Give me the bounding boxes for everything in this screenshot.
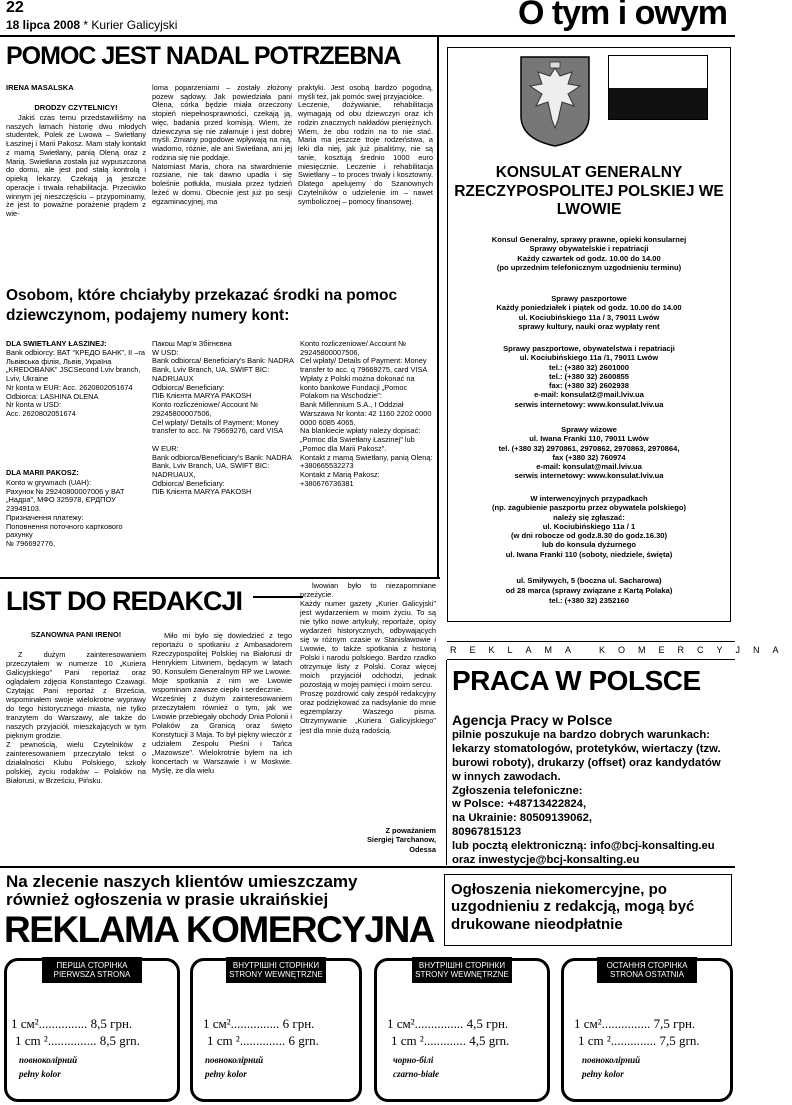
letter-greeting: SZANOWNA PANI IRENO! <box>30 630 122 639</box>
price-card-3-uah: 1 см²............... 4,5 грн. <box>387 1016 509 1031</box>
issue-line <box>6 18 177 32</box>
letter-title-rule <box>253 596 303 598</box>
acc1-details: Bank odbiorcy: ВАТ "КРЕДО БАНК", ІІ –га Львівська філія, Львів, Україна „KREDOBANK" JSCSecond Lviv branch, Lviv, Ukraine Nr konta w EUR: Acc. 2620802051674 Odbiorca: LASHINA OLENA Nr konta w USD: Acc. 2620802051674 <box>6 348 146 419</box>
bottom-intro-2: również ogłoszenia w prasie ukraińskiej <box>6 890 329 909</box>
ad-band-top-rule <box>447 641 735 642</box>
job-ad-agency: Agencja Pracy w Polsce <box>452 712 613 728</box>
letter-top-rule <box>0 577 440 579</box>
price-card-3-tab: ВНУТРІШНІ СТОРІНКИ STRONY WEWNĘTRZNE <box>412 957 512 983</box>
price-card-4-pln: 1 cm ².............. 7,5 grn. <box>578 1033 700 1048</box>
consulate-block-4: Sprawy wizowe ul. Iwana Franki 110, 79011 Lwów tel. (+380 32) 2970861, 2970862, 2970863, 2970864, fax (+380 32) 760974 e-mail: konsulat@mail.lviv.ua serwis internetowy: www.konsulat.lviv.ua <box>498 425 680 481</box>
separator-star: * <box>83 18 89 32</box>
polish-eagle-emblem <box>518 54 592 149</box>
article1-title: POMOC JEST NADAL POTRZEBNA <box>6 42 401 70</box>
price-card-2-pln: 1 cm ².............. 6 grn. <box>207 1033 319 1048</box>
job-ad-title: PRACA W POLSCE <box>452 665 701 696</box>
paper-name: Kurier Galicyjski <box>91 18 178 32</box>
price-card-1 <box>4 958 180 1102</box>
price-card-4-uah: 1 см²............... 7,5 грн. <box>574 1016 696 1031</box>
flag-white-stripe <box>609 56 707 88</box>
price-card-3-note: чорно-білі czarno-białe <box>393 1055 439 1079</box>
accounts-col2: Пакош Мар'я Збігнєвна W USD: Bank odbiorca/ Beneficiary's Bank: NADRA Bank, Lviv Branch, UA, SWIFT BIC: NADRUAUX Odbiorca/ Beneficiary: ПІБ Клієнта MARYA PAKOSH Konto rozliczeniowe/ Account № 29245800007506, Cel wpłaty/ Details of Payment: Money transfer to acc. № 79669276, card VISA W EUR: Bank odbiorca/Beneficiary's Bank: NADRA Bank, Lviv Branch, UA, SWIFT BIC: NADRUAUX, Odbiorca/ Beneficiary: ПІБ Клієнта MARYA PAKOSH <box>152 339 294 497</box>
issue-date: 18 lipca 2008 <box>6 18 81 32</box>
accounts-subtitle: Osobom, które chciałyby przekazać środki na pomoc dziewczynom, podajemy numery kont: <box>6 287 398 325</box>
price-card-2-note: повноколірний pełny kolor <box>205 1055 264 1079</box>
polish-flag <box>608 55 708 120</box>
price-card-1-pln: 1 cm ²............... 8,5 grn. <box>15 1033 140 1048</box>
article1-greeting: DRODZY CZYTELNICY! <box>34 103 118 112</box>
signature-name: Siergiej Tarchanow, <box>367 835 436 845</box>
bottom-intro-1: Na zlecenie naszych klientów umieszczamy <box>6 872 358 891</box>
acc2-details: Konto w grywnach (UAH): Рахунок № 29240800007006 у ВАТ „Надра", МФО 325978, ЄРДПОУ 23949103. Призначення платежу: Поповнення поточного карткового рахунку № 796692776, <box>6 478 125 549</box>
price-card-4 <box>561 958 733 1102</box>
letter-col3: lwowian było to niezapomniane przeżycie. Każdy numer gazety „Kurier Galicyjski" jest wydarzeniem w moim życiu. To są nie tylko nowe artykuły, reportaże, opisy wydarzeń historycznych, odbywających się w różnym czasie w Stanisławowie i Lwowie, to także spotkania z historią Polski i narodu polskiego. Bardzo rzadko otrzymuje listy z Polski. Coraz więcej moich przyjaciół odchodzi, jednak pozostają w mojej pamięci i moim sercu. Proszę pozdrowić cały zespół redakcyjny oraz podziękować za nadsyłanie do mnie egzemplarzy Waszego pisma. Otrzymywanie „Kuriera Galicyjskiego" jest dla mnie dużą radością. <box>300 581 436 735</box>
consulate-block-6: ul. Smiływych, 5 (boczna ul. Sacharowa) od 28 marca (sprawy związane z Kartą Polaka) tel.: (+380 32) 2352160 <box>505 576 673 605</box>
flag-red-stripe <box>609 88 707 119</box>
bottom-big-title: REKLAMA KOMERCYJNA <box>4 909 435 950</box>
job-ad-body: pilnie poszukuje na bardzo dobrych warunkach: lekarzy stomatologów, protetyków, wiertaczy (tzw. burowi roboty), drukarzy (offset) oraz kandydatów w innych zawodach. Zgłoszenia telefoniczne: w Polsce: +48713422824, na Ukrainie: 80509139062, 80967815123 lub pocztą elektroniczną: info@bcj-konsalting.eu oraz inwestycje@bcj-konsalting.eu <box>452 729 721 867</box>
section-title: O tym i owym <box>517 0 727 32</box>
noncommercial-note: Ogłoszenia niekomercyjne, po uzgodnieniu z redakcją, mogą być drukowane nieodpłatnie <box>444 874 732 946</box>
price-card-3-pln: 1 cm ²............. 4,5 grn. <box>391 1033 510 1048</box>
acc1-title: DLA SWIETŁANY ŁASZINEJ: <box>6 339 107 348</box>
price-card-1-uah: 1 см²............... 8,5 грн. <box>11 1016 133 1031</box>
header-rule <box>0 35 735 37</box>
price-card-4-note: повноколірний pełny kolor <box>582 1055 641 1079</box>
consulate-title: KONSULAT GENERALNY RZECZYPOSPOLITEJ POLSKIEJ WE LWOWIE <box>454 164 724 219</box>
article1-col2: loma poparzeniami – zostały złożony pozew sądowy. Jak powiedziała pani Olena, córka będzie miała orzeczony stopień niepełnosprawności, czekają ją, więc, badania przed komisją. Wiem, że dziewczyna się nie załamuje i jest dobrej myśli. Zmiany pogodowe wpływają na nią, wiadomo, różnie, ale ani Swietłana, ani jej rodzina się nie poddaje. Natomiast Maria, chora na stwardnienie rozsiane, nie tak dawno upadła i się boleśnie potłukła, musiała przez tydzień leżeć w domu. Obecnie jest już po sesji egzaminacyjnej, ma <box>152 83 292 206</box>
consulate-block-2: Sprawy paszportowe Każdy poniedziałek i piątek od godz. 10.00 do 14.00 ul. Kociubińskiego 11a / 3, 79011 Lwów sprawy kultury, nauki oraz wypłaty rent <box>496 294 682 331</box>
price-card-2 <box>190 958 362 1102</box>
signature-closing: Z poważaniem <box>385 826 436 835</box>
price-card-4-tab: ОСТАННЯ СТОРІНКА STRONA OSTATNIA <box>597 957 697 983</box>
article1-right-rule <box>437 37 439 577</box>
consulate-block-3: Sprawy paszportowe, obywatelstwa i repatriacji ul. Kociubińskiego 11a /1, 79011 Lwów tel.: (+380 32) 2601000 tel.: (+380 32) 2600855 fax: (+380 32) 2602938 e-mail: konsulat2@mail.lviv.ua serwis internetowy: www.konsulat.lviv.ua <box>503 344 675 409</box>
article1-col1: Jakiś czas temu przedstawiliśmy na naszych łamach historię dwu młodych studentek, Polek ze Lwowa – Swietłany Łaszinej i Marii Pakosz. Mam stały kontakt z mamą Swietłany, panią Oleną oraz z Marią. Swietłana została już wypuszczona do domu, ale jest pod stałą kontrolą i opieką lekarzy. Czekają ją jeszcze operacje i trwała rehabilitacja. Przeciwko winnym jej nieszczęściu – przypominamy, że jest to poważne porażenie prądem z wie- <box>6 113 146 219</box>
price-card-1-tab: ПЕРША СТОРІНКА PIERWSZA STRONA <box>42 957 142 983</box>
letter-col2: Miło mi było się dowiedzieć z tego reportażu o spotkaniu z Ambasadorem Rzeczypospolitej Polskiej na Białorusi dr Henrykiem Litwinem, będącym w latach 90. Konsulem Generalnym RP we Lwowie. Moje spotkania z nim we Lwowie wspominam zawsze ciepło i serdecznie. Wcześniej z dużym zainteresowaniem przeczytałem również o tym, jak we Lwowie przebiegały obchody Dnia Polonii i Polaków za Granicą oraz święto Konstytucji 3 Maja. To był piękny wieczór z udziałem Zespołu Pieśni i Tańca „Mazowsze". Wielokrotnie byłem na ich koncertach w Warszawie i w Moskwie. Myślę, że dla wielu <box>152 631 292 776</box>
letter-signature <box>300 826 436 854</box>
article1-col3: praktyki. Jest osobą bardzo pogodną, myśli też, jak pomóc swej przyjaciółce. Leczenie, dożywianie, rehabilitacja wymagają od obu dziewczyn oraz ich rodzin znacznych nakładów pieniężnych. Wiem, że obu rodzin na to nie stać. Maria ma jeszcze troje rodzeństwa, a leki dla niej, jak już pisaliśmy, nie są tanie, kosztują średnio 1000 euro miesięcznie. Leczenie i rehabilitacja Swietłany – to proces trwały i kosztowny. Dlatego apelujemy do Szanownych Czytelników o udzielenie im – nawet symbolicznej – pomocy finansowej. <box>298 83 433 206</box>
accounts-col3: Konto rozliczeniowe/ Account № 29245800007506, Cel wpłaty/ Details of Payment: Money transfer to acc. q 79669275, card VISA Wpłaty z Polski można dokonać na konto bankowe Fundacji „Pomoc Polakom na Wschodzie": Bank Millennium S.A., I Oddział Warszawa Nr konta: 42 1160 2202 0000 0000 6085 4065. Na blankiecie wpłaty należy dopisać: „Pomoc dla Swietłany Łaszinej" lub „Pomoc dla Marii Pakosz". Kontakt z mamą Swietłany, panią Oleną: +380665532273 Kontakt z Marią Pakosz: +380676736381 <box>300 339 433 488</box>
consulate-block-1: Konsul Generalny, sprawy prawne, opieki konsularnej Sprawy obywatelskie i repatriacji Każdy czwartek od godz. 10.00 do 14.00 (po uprzednim telefonicznym uzgodnieniu terminu) <box>491 235 687 272</box>
acc2-title: DLA MARII PAKOSZ: <box>6 468 79 477</box>
article1-author: IRENA MASALSKA <box>6 83 74 92</box>
price-card-2-tab: ВНУТРІШНІ СТОРІНКИ STRONY WEWNĘTRZNE <box>226 957 326 983</box>
price-card-2-uah: 1 см²............... 6 грн. <box>203 1016 315 1031</box>
price-card-3 <box>374 958 550 1102</box>
page-number: 22 <box>6 0 24 16</box>
ad-band-label: REKLAMA KOMERCYJNA <box>450 645 792 655</box>
consulate-block-5: W interwencyjnych przypadkach (np. zagubienie paszportu przez obywatela polskiego) należy się zgłaszać: ul. Kociubińskiego 11a / 1 (w dni robocze od godz.8.30 do godz.16.30) lub do konsula dyżurnego ul. Iwana Franki 110 (soboty, niedziele, święta) <box>491 494 687 559</box>
bottom-top-rule <box>0 866 735 868</box>
letter-col1: Z dużym zainteresowaniem przeczytałem w numerze 10 „Kuriera Galicyjskiego" Pani reportaż oraz oglądałem zdjęcia Konstantego Czawagi. Czytając Pani reportaż z Brześcia, wspominałem swoje wielokrotne wyprawy do tego historycznego miasta, nie tylko tranzytem do Warszawy, ale także do naszych przyjaciół, mieszkających w tym pięknym grodzie. Z pewnością, wielu Czytelników z zainteresowaniem przeczytało tekst o działalności Klubu Polskiego, szkoły polskiej, życiu rodaków – Polaków na Białorusi, w Brześciu, Pińsku. <box>6 650 146 786</box>
signature-city: Odessa <box>409 844 436 854</box>
price-card-1-note: повноколірний pełny kolor <box>19 1055 78 1079</box>
letter-title: LIST DO REDAKCJI <box>6 586 243 616</box>
